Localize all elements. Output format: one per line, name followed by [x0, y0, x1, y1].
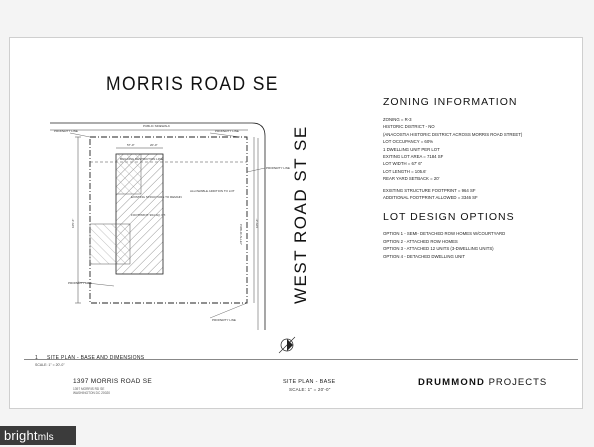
footprint-line: EXISTING STRUCTURE FOOTPRINT = 964 SF [383, 187, 476, 193]
zoning-line: (ANACOSTIA HISTORIC DISTRICT ACROSS MORRIS ROAD STREET) [383, 131, 523, 137]
lot-option-line: OPTION 2 - ATTACHED ROW HOMES [383, 238, 458, 244]
label-property-line-sw: PROPERTY LINE [68, 281, 92, 285]
zoning-line: REAR YARD SETBACK = 20' [383, 176, 440, 182]
label-allowable-addition: ALLOWABLE ADDITION TO LOT [190, 189, 235, 193]
zoning-list [383, 116, 573, 201]
lot-boundary [90, 137, 247, 303]
north-arrow-icon [279, 337, 295, 353]
zoning-line: ZONING = R-3 [383, 117, 412, 122]
lot-option-line: OPTION 1 - SEMI- DETACHED ROW HOMES W/COURTYARD [383, 231, 506, 237]
address-sub-line: WASHINGTON DC 20020 [73, 391, 111, 396]
label-dim-top: 57'-0" [127, 143, 135, 147]
lot-options-list [383, 230, 573, 260]
zoning-line: LOT LENGTH = 105.6' [383, 168, 427, 174]
label-property-line-s: PROPERTY LINE [212, 318, 236, 322]
label-property-line-e: PROPERTY LINE [266, 166, 290, 170]
label-public-sidewalk: PUBLIC SIDEWALK [143, 124, 171, 128]
firm-logo [418, 377, 547, 388]
sheet-title: SITE PLAN - BASE [283, 379, 336, 385]
zoning-line: LOT WIDTH = 67' 6" [383, 161, 423, 167]
sheet-label: SITE PLAN - BASE AND DIMENSIONS [47, 355, 145, 361]
label-property-line-nw: PROPERTY LINE [54, 129, 78, 133]
lot-option-line: OPTION 3 - ATTACHED 12 UNITS (3-DWELLING UNITS) [383, 246, 494, 252]
watermark-tld: mls [37, 432, 54, 443]
project-address-sub [73, 387, 110, 395]
footprint-line: ADDITIONAL FOOTPRINT ALLOWED = 3346 SF [383, 195, 478, 201]
label-dim-side: 105'-6" [71, 218, 75, 228]
label-dim-top2: 20'-0" [150, 143, 158, 147]
zoning-line: HISTORIC DISTRICT - NO [383, 124, 435, 130]
sheet-scale: SCALE: 1" = 20'-0" [289, 387, 331, 392]
street-name-top: MORRIS ROAD SE [106, 74, 279, 95]
zoning-line: 1 DWELLING UNIT PER LOT [383, 146, 440, 152]
brightmls-watermark [0, 426, 76, 445]
drawing-sheet [9, 37, 583, 409]
label-building-restriction: BUILDING RESTRICTION LINE [120, 157, 163, 161]
lot-option-line: OPTION 4 - DETACHED DWELLING UNIT [383, 253, 466, 259]
info-panel [383, 96, 573, 260]
label-existing-structure: EXISTING STRUCTURE TO REMAIN [131, 195, 182, 199]
project-address: 1397 MORRIS ROAD SE [73, 378, 153, 385]
zoning-line: LOT OCCUPANCY = 60% [383, 139, 434, 145]
address-sub-line: 1397 MORRIS RD SE [73, 387, 105, 391]
zoning-line: EXITING LOT AREA = 7184 SF [383, 154, 444, 160]
lot-options-heading: LOT DESIGN OPTIONS [383, 211, 515, 224]
label-property-line-ne: PROPERTY LINE [215, 129, 239, 133]
label-footprint: FOOTPRINT: 964 SQ. FT. [131, 213, 166, 217]
watermark-brand: bright [4, 428, 38, 443]
label-public-alley: PUBLIC ALLEY [239, 224, 243, 245]
firm-name-light: PROJECTS [488, 377, 548, 388]
street-name-side: WEST ROAD ST SE [291, 125, 310, 304]
sheet-scale-note: SCALE: 1" = 20'-0" [35, 363, 65, 367]
label-dim-side2: 105'-6" [255, 218, 259, 228]
sheet-number: 1 [35, 355, 38, 361]
existing-structure-rear [90, 224, 130, 264]
firm-name-bold: DRUMMOND [418, 377, 486, 388]
zoning-heading: ZONING INFORMATION [383, 96, 518, 108]
